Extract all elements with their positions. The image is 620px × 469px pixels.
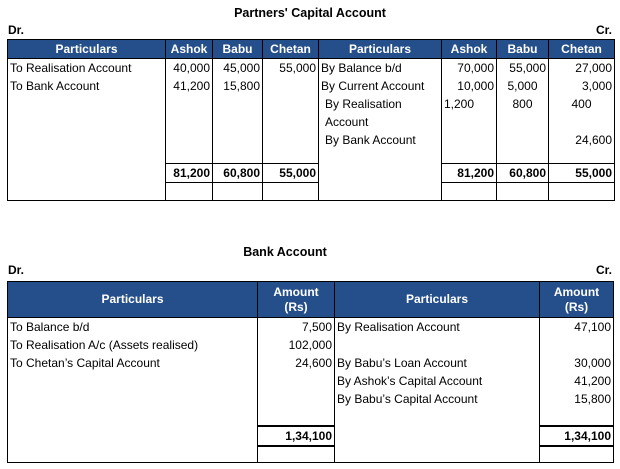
capital-credit-babu: 5,000 [497,77,549,95]
capital-debit-ashok: 41,200 [166,77,213,95]
capital-header-ashok-dr: Ashok [166,40,213,59]
capital-credit-chetan: 400 [549,95,615,131]
bank-header-amount-unit: (Rs) [284,299,308,314]
bank-credit-amount: 15,800 [540,390,614,408]
capital-header-particulars-dr: Particulars [8,40,166,59]
capital-debit-ashok: 40,000 [166,59,213,78]
table-row [8,372,614,390]
bank-header-amount-label: Amount [273,285,319,300]
bank-debit-particulars: To Chetan’s Capital Account [8,354,258,372]
bank-account-table [7,281,614,463]
table-row [8,390,614,408]
bank-total-cr: 1,34,100 [540,426,614,446]
capital-total-chetan-dr: 55,000 [263,163,319,182]
bank-credit-particulars: By Babu’s Capital Account [335,390,540,408]
bank-header-amount-unit: (Rs) [564,299,589,314]
bank-cr-label: Cr. [595,263,612,277]
capital-total-babu-dr: 60,800 [213,163,263,182]
table-row [8,131,615,149]
table-row [8,95,615,131]
bank-credit-particulars [335,336,540,354]
bank-header-amount-label: Amount [553,285,600,300]
bank-debit-amount: 24,600 [258,354,335,372]
bank-credit-particulars: By Realisation Account [335,318,540,337]
bank-credit-particulars: By Ashok’s Capital Account [335,372,540,390]
capital-credit-ashok: 70,000 [442,59,497,78]
bank-credit-particulars: By Babu’s Loan Account [335,354,540,372]
bank-debit-particulars: To Realisation A/c (Assets realised) [8,336,258,354]
capital-account-table [7,39,615,201]
capital-credit-ashok: 1,200 [442,95,497,131]
capital-total-ashok-cr: 81,200 [442,163,497,182]
bank-header-particulars-dr: Particulars [8,282,258,318]
capital-credit-babu: 800 [497,95,549,131]
bank-totals-row [8,426,614,446]
bank-debit-amount: 7,500 [258,318,335,337]
capital-header-particulars-cr: Particulars [319,40,442,59]
bank-dr-label: Dr. [8,263,25,277]
capital-total-chetan-cr: 55,000 [549,163,615,182]
bank-credit-amount [540,336,614,354]
capital-dr-label: Dr. [8,23,25,37]
capital-debit-chetan [263,77,319,95]
capital-header-chetan-cr: Chetan [549,40,615,59]
bank-credit-amount: 30,000 [540,354,614,372]
bank-credit-amount: 47,100 [540,318,614,337]
capital-credit-particulars: By Current Account [319,77,442,95]
capital-credit-babu [497,131,549,149]
capital-credit-ashok [442,131,497,149]
capital-header-chetan-dr: Chetan [263,40,319,59]
capital-totals-row [8,163,615,182]
capital-debit-particulars: To Realisation Account [8,59,166,78]
bank-credit-amount: 41,200 [540,372,614,390]
capital-credit-chetan: 3,000 [549,77,615,95]
capital-debit-babu: 15,800 [213,77,263,95]
capital-header-ashok-cr: Ashok [442,40,497,59]
bank-header-amount-dr [258,282,335,318]
capital-credit-chetan: 27,000 [549,59,615,78]
capital-credit-particulars: By Bank Account [319,131,442,149]
capital-header-babu-cr: Babu [497,40,549,59]
capital-credit-chetan: 24,600 [549,131,615,149]
capital-header-babu-dr: Babu [213,40,263,59]
capital-debit-particulars: To Bank Account [8,77,166,95]
bank-header-amount-cr [540,282,614,318]
capital-total-babu-cr: 60,800 [497,163,549,182]
capital-debit-babu: 45,000 [213,59,263,78]
capital-total-ashok-dr: 81,200 [166,163,213,182]
table-row [8,336,614,354]
bank-debit-particulars: To Balance b/d [8,318,258,337]
bank-header-particulars-cr: Particulars [335,282,540,318]
bank-header-row [8,282,614,318]
capital-account-title: Partners' Capital Account [234,6,386,20]
bank-debit-amount: 102,000 [258,336,335,354]
capital-credit-ashok: 10,000 [442,77,497,95]
capital-header-row [8,40,615,59]
bank-account-title: Bank Account [243,245,327,259]
table-row [8,354,614,372]
capital-credit-particulars: By Balance b/d [319,59,442,78]
table-row [8,318,614,337]
capital-cr-label: Cr. [595,23,612,37]
capital-debit-chetan: 55,000 [263,59,319,78]
table-row [8,59,615,78]
bank-total-dr: 1,34,100 [258,426,335,446]
capital-credit-babu: 55,000 [497,59,549,78]
table-row [8,77,615,95]
capital-credit-particulars: By Realisation Account [319,95,442,131]
